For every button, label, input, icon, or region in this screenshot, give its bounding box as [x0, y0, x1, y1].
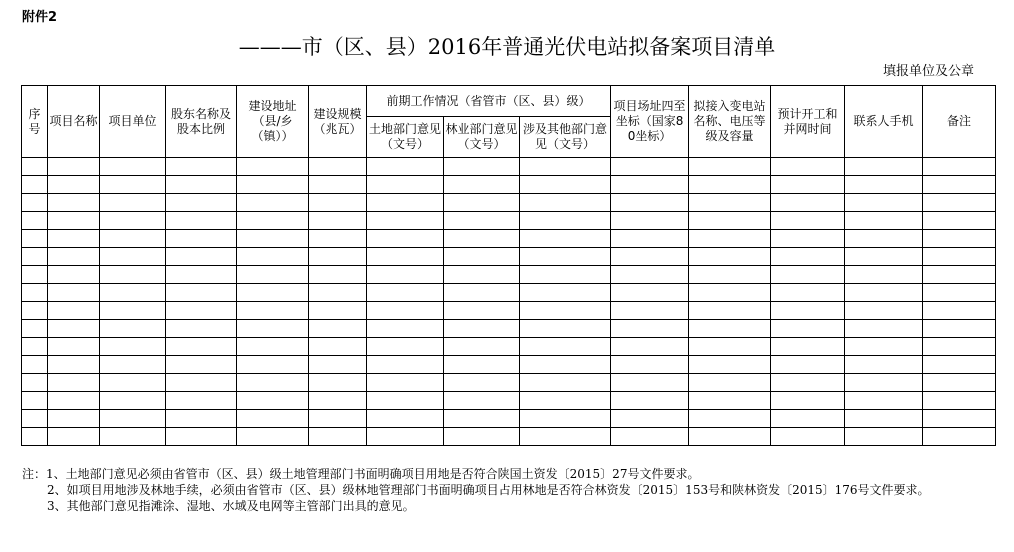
table-cell: [845, 356, 923, 374]
table-cell: [771, 248, 845, 266]
table-cell: [689, 248, 771, 266]
table-cell: [100, 194, 166, 212]
table-cell: [611, 302, 689, 320]
table-cell: [689, 392, 771, 410]
table-cell: [237, 302, 309, 320]
table-cell: [48, 176, 100, 194]
table-cell: [22, 266, 48, 284]
table-cell: [923, 302, 996, 320]
table-cell: [237, 410, 309, 428]
table-cell: [845, 266, 923, 284]
table-cell: [100, 392, 166, 410]
table-cell: [367, 428, 444, 446]
table-cell: [444, 302, 520, 320]
table-cell: [309, 338, 367, 356]
table-cell: [845, 410, 923, 428]
table-cell: [237, 356, 309, 374]
table-cell: [771, 212, 845, 230]
table-row: [22, 302, 996, 320]
table-cell: [611, 392, 689, 410]
table-cell: [367, 356, 444, 374]
table-cell: [611, 248, 689, 266]
table-cell: [923, 338, 996, 356]
table-cell: [923, 356, 996, 374]
table-cell: [309, 194, 367, 212]
table-cell: [367, 392, 444, 410]
table-cell: [22, 212, 48, 230]
table-cell: [100, 320, 166, 338]
header-land-opinion: 土地部门意见（文号）: [367, 117, 444, 158]
header-shareholders: 股东名称及股本比例: [166, 86, 237, 158]
table-cell: [48, 230, 100, 248]
table-cell: [771, 194, 845, 212]
table-cell: [771, 356, 845, 374]
table-cell: [444, 248, 520, 266]
table-row: [22, 194, 996, 212]
table-cell: [520, 176, 611, 194]
table-cell: [771, 230, 845, 248]
table-row: [22, 428, 996, 446]
table-cell: [845, 428, 923, 446]
table-row: [22, 320, 996, 338]
table-row: [22, 284, 996, 302]
table-cell: [444, 374, 520, 392]
table-cell: [309, 212, 367, 230]
table-cell: [923, 374, 996, 392]
table-cell: [166, 284, 237, 302]
table-cell: [689, 356, 771, 374]
table-cell: [367, 158, 444, 176]
table-cell: [520, 374, 611, 392]
table-cell: [367, 374, 444, 392]
table-row: [22, 176, 996, 194]
table-cell: [166, 338, 237, 356]
table-cell: [22, 194, 48, 212]
table-cell: [237, 284, 309, 302]
table-cell: [444, 284, 520, 302]
table-cell: [444, 212, 520, 230]
table-cell: [923, 248, 996, 266]
table-cell: [166, 356, 237, 374]
header-contact-phone: 联系人手机: [845, 86, 923, 158]
table-cell: [444, 266, 520, 284]
table-row: [22, 266, 996, 284]
table-cell: [22, 428, 48, 446]
table-row: [22, 230, 996, 248]
table-cell: [237, 320, 309, 338]
table-cell: [771, 392, 845, 410]
table-cell: [309, 356, 367, 374]
table-cell: [367, 302, 444, 320]
table-row: [22, 356, 996, 374]
table-cell: [48, 320, 100, 338]
table-cell: [520, 356, 611, 374]
table-cell: [309, 266, 367, 284]
table-cell: [100, 302, 166, 320]
table-cell: [689, 338, 771, 356]
table-cell: [520, 302, 611, 320]
reporting-unit-seal-label: 填报单位及公章: [882, 64, 974, 79]
table-cell: [689, 230, 771, 248]
table-cell: [309, 230, 367, 248]
table-cell: [689, 284, 771, 302]
header-scale: 建设规模（兆瓦）: [309, 86, 367, 158]
table-cell: [309, 374, 367, 392]
table-cell: [845, 374, 923, 392]
table-cell: [48, 338, 100, 356]
table-cell: [520, 338, 611, 356]
table-cell: [520, 392, 611, 410]
table-cell: [444, 230, 520, 248]
table-cell: [166, 410, 237, 428]
table-cell: [48, 212, 100, 230]
table-cell: [237, 230, 309, 248]
table-cell: [48, 194, 100, 212]
table-cell: [520, 428, 611, 446]
table-cell: [100, 212, 166, 230]
table-cell: [771, 266, 845, 284]
table-cell: [611, 194, 689, 212]
table-cell: [771, 158, 845, 176]
table-body: [22, 86, 996, 446]
table-cell: [166, 266, 237, 284]
table-cell: [309, 392, 367, 410]
table-cell: [689, 176, 771, 194]
table-cell: [845, 212, 923, 230]
header-project-name: 项目名称: [48, 86, 100, 158]
table-cell: [100, 248, 166, 266]
table-cell: [22, 320, 48, 338]
table-row: [22, 248, 996, 266]
table-cell: [166, 374, 237, 392]
table-cell: [689, 194, 771, 212]
table-cell: [923, 176, 996, 194]
table-cell: [237, 392, 309, 410]
table-cell: [22, 410, 48, 428]
table-cell: [100, 410, 166, 428]
header-forestry-opinion: 林业部门意见（文号）: [444, 117, 520, 158]
header-seq: 序号: [22, 86, 48, 158]
table-cell: [520, 248, 611, 266]
table-cell: [48, 392, 100, 410]
table-cell: [100, 266, 166, 284]
table-cell: [22, 356, 48, 374]
table-row: [22, 212, 996, 230]
note-1: 注：1、土地部门意见必须由省管市（区、县）级土地管理部门书面明确项目用地是否符合陕国土资发〔2015〕27号文件要求。: [22, 467, 700, 481]
table-cell: [100, 176, 166, 194]
note-3: 3、其他部门意见指滩涂、湿地、水域及电网等主管部门出具的意见。: [47, 499, 415, 513]
table-cell: [923, 392, 996, 410]
table-cell: [100, 428, 166, 446]
table-cell: [689, 158, 771, 176]
table-cell: [367, 284, 444, 302]
table-cell: [22, 284, 48, 302]
table-cell: [923, 284, 996, 302]
table-cell: [309, 410, 367, 428]
table-cell: [520, 194, 611, 212]
project-list-table: [21, 85, 996, 446]
table-cell: [237, 338, 309, 356]
table-cell: [444, 176, 520, 194]
table-cell: [367, 194, 444, 212]
table-cell: [237, 194, 309, 212]
table-cell: [166, 230, 237, 248]
table-cell: [771, 284, 845, 302]
table-cell: [520, 284, 611, 302]
note-2: 2、如项目用地涉及林地手续，必须由省管市（区、县）级林地管理部门书面明确项目占用林地是否符合林资发〔2015〕153号和陕林资发〔2015〕176号文件要求。: [47, 483, 930, 497]
table-cell: [309, 302, 367, 320]
table-cell: [367, 410, 444, 428]
table-cell: [611, 356, 689, 374]
table-cell: [923, 212, 996, 230]
table-cell: [237, 158, 309, 176]
table-cell: [22, 302, 48, 320]
table-cell: [444, 356, 520, 374]
table-cell: [611, 266, 689, 284]
table-cell: [923, 194, 996, 212]
table-cell: [166, 194, 237, 212]
table-cell: [100, 158, 166, 176]
table-cell: [48, 302, 100, 320]
annex-label: 附件2: [22, 10, 58, 25]
table-cell: [367, 230, 444, 248]
table-cell: [520, 320, 611, 338]
table-cell: [845, 158, 923, 176]
table-cell: [237, 212, 309, 230]
table-cell: [367, 338, 444, 356]
table-cell: [444, 194, 520, 212]
table-cell: [367, 266, 444, 284]
table-cell: [100, 284, 166, 302]
header-other-opinion: 涉及其他部门意见（文号）: [520, 117, 611, 158]
table-cell: [845, 230, 923, 248]
table-cell: [309, 248, 367, 266]
table-cell: [309, 320, 367, 338]
table-cell: [611, 212, 689, 230]
table-cell: [237, 266, 309, 284]
table-cell: [771, 374, 845, 392]
table-row: [22, 374, 996, 392]
header-preliminary-work: 前期工作情况（省管市（区、县）级）: [367, 86, 611, 117]
table-cell: [309, 428, 367, 446]
table-cell: [611, 338, 689, 356]
table-cell: [48, 248, 100, 266]
table-cell: [689, 266, 771, 284]
table-row: [22, 338, 996, 356]
header-substation: 拟接入变电站名称、电压等级及容量: [689, 86, 771, 158]
table-cell: [367, 248, 444, 266]
table-cell: [771, 320, 845, 338]
document-title: ———市（区、县）2016年普通光伏电站拟备案项目清单: [238, 35, 776, 59]
table-cell: [520, 212, 611, 230]
table-cell: [22, 338, 48, 356]
table-cell: [923, 158, 996, 176]
table-cell: [611, 284, 689, 302]
table-cell: [22, 158, 48, 176]
table-cell: [845, 302, 923, 320]
table-cell: [22, 374, 48, 392]
table-cell: [771, 410, 845, 428]
table-cell: [22, 248, 48, 266]
table-cell: [48, 356, 100, 374]
table-cell: [444, 392, 520, 410]
table-row: [22, 158, 996, 176]
table-cell: [520, 266, 611, 284]
table-cell: [100, 374, 166, 392]
table-cell: [166, 176, 237, 194]
table-cell: [611, 428, 689, 446]
table-cell: [611, 158, 689, 176]
table-cell: [367, 212, 444, 230]
table-cell: [367, 320, 444, 338]
table-cell: [611, 374, 689, 392]
table-cell: [771, 428, 845, 446]
table-cell: [100, 338, 166, 356]
table-cell: [48, 266, 100, 284]
table-cell: [100, 356, 166, 374]
table-cell: [611, 230, 689, 248]
table-cell: [444, 428, 520, 446]
table-cell: [520, 158, 611, 176]
table-cell: [923, 230, 996, 248]
table-cell: [22, 176, 48, 194]
table-cell: [444, 320, 520, 338]
table-cell: [845, 338, 923, 356]
table-cell: [771, 176, 845, 194]
header-remarks: 备注: [923, 86, 996, 158]
table-cell: [237, 374, 309, 392]
table-cell: [520, 410, 611, 428]
table-cell: [520, 230, 611, 248]
table-row: [22, 392, 996, 410]
table-cell: [48, 428, 100, 446]
table-cell: [845, 392, 923, 410]
table-cell: [309, 284, 367, 302]
table-cell: [923, 320, 996, 338]
table-row: [22, 410, 996, 428]
table-cell: [48, 410, 100, 428]
table-cell: [48, 284, 100, 302]
header-site-coordinates: 项目场址四至坐标（国家80坐标）: [611, 86, 689, 158]
header-start-time: 预计开工和并网时间: [771, 86, 845, 158]
table-cell: [237, 176, 309, 194]
table-cell: [237, 428, 309, 446]
table-cell: [689, 410, 771, 428]
table-cell: [444, 338, 520, 356]
header-project-unit: 项目单位: [100, 86, 166, 158]
table-cell: [48, 158, 100, 176]
table-cell: [689, 302, 771, 320]
table-cell: [100, 230, 166, 248]
table-cell: [22, 392, 48, 410]
table-cell: [771, 338, 845, 356]
table-cell: [166, 158, 237, 176]
table-cell: [309, 158, 367, 176]
notes: [22, 466, 997, 514]
table-cell: [689, 320, 771, 338]
table-cell: [22, 230, 48, 248]
table-cell: [923, 266, 996, 284]
header-location: 建设地址（县/乡（镇））: [237, 86, 309, 158]
table-cell: [309, 176, 367, 194]
header-row-1: [22, 86, 996, 117]
table-cell: [923, 410, 996, 428]
table-cell: [48, 374, 100, 392]
table-cell: [771, 302, 845, 320]
table-cell: [611, 320, 689, 338]
table-cell: [845, 284, 923, 302]
table-cell: [166, 392, 237, 410]
table-cell: [689, 374, 771, 392]
table-cell: [845, 320, 923, 338]
table-cell: [689, 212, 771, 230]
table-cell: [689, 428, 771, 446]
table-cell: [237, 248, 309, 266]
table-cell: [166, 248, 237, 266]
table-cell: [845, 176, 923, 194]
table-cell: [923, 428, 996, 446]
table-cell: [367, 176, 444, 194]
table-cell: [166, 320, 237, 338]
table-cell: [845, 194, 923, 212]
table-cell: [166, 302, 237, 320]
table-cell: [611, 176, 689, 194]
table-cell: [166, 212, 237, 230]
table-cell: [845, 248, 923, 266]
table-cell: [444, 410, 520, 428]
table-cell: [166, 428, 237, 446]
table-cell: [611, 410, 689, 428]
table-cell: [444, 158, 520, 176]
